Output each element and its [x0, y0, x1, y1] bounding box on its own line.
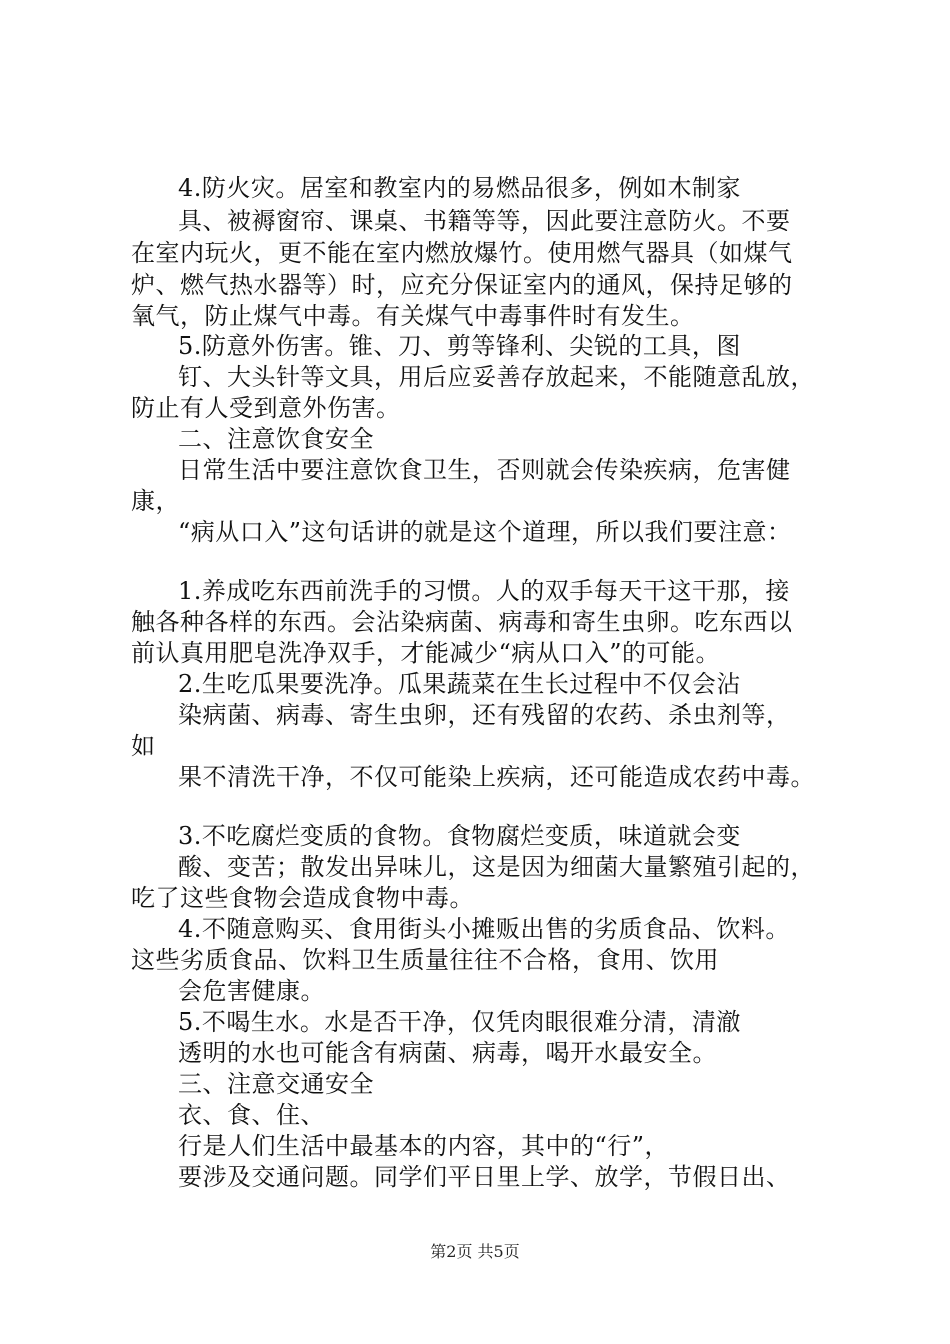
- text-line: 5.防意外伤害。锥、刀、剪等锋利、尖锐的工具，图: [178, 332, 741, 360]
- text-line: 具、被褥窗帘、课桌、书籍等等，因此要注意防火。不要: [178, 207, 791, 235]
- text-line: 这些劣质食品、饮料卫生质量往往不合格，食用、饮用: [131, 946, 719, 974]
- text-line: 炉、燃气热水器等）时，应充分保证室内的通风，保持足够的: [131, 271, 793, 299]
- text-line: 防止有人受到意外伤害。: [131, 394, 401, 422]
- text-line: 染病菌、病毒、寄生虫卵，还有残留的农药、杀虫剂等，: [178, 701, 791, 729]
- text-line: 衣、食、住、: [178, 1101, 325, 1129]
- text-line: 透明的水也可能含有病菌、病毒，喝开水最安全。: [178, 1039, 717, 1067]
- text-line: 在室内玩火，更不能在室内燃放爆竹。使用燃气器具（如煤气: [131, 239, 793, 267]
- text-line: 行是人们生活中最基本的内容，其中的“行”，: [178, 1132, 670, 1160]
- text-line: 触各种各样的东西。会沾染病菌、病毒和寄生虫卵。吃东西以: [131, 608, 793, 636]
- text-line: 1.养成吃东西前洗手的习惯。人的双手每天干这干那，接: [178, 577, 790, 605]
- text-line: 果不清洗干净，不仅可能染上疾病，还可能造成农药中毒。: [178, 763, 815, 791]
- text-line: 4.不随意购买、食用街头小摊贩出售的劣质食品、饮料。: [178, 915, 790, 943]
- text-line: 如: [131, 732, 156, 760]
- text-line: “病从口入”这句话讲的就是这个道理，所以我们要注意：: [178, 518, 792, 546]
- text-line: 氧气，防止煤气中毒。有关煤气中毒事件时有发生。: [131, 302, 695, 330]
- text-line: 康，: [131, 487, 180, 515]
- section-heading: 二、注意饮食安全: [178, 425, 374, 453]
- text-line: 2.生吃瓜果要洗净。瓜果蔬菜在生长过程中不仅会沾: [178, 670, 741, 698]
- page-number-footer: 第2页 共5页: [430, 1242, 520, 1261]
- text-line: 吃了这些食物会造成食物中毒。: [131, 884, 474, 912]
- text-line: 会危害健康。: [178, 977, 325, 1005]
- section-heading: 三、注意交通安全: [178, 1070, 374, 1098]
- text-line: 日常生活中要注意饮食卫生，否则就会传染疾病，危害健: [178, 456, 791, 484]
- text-line: 5.不喝生水。水是否干净，仅凭肉眼很难分清，清澈: [178, 1008, 741, 1036]
- text-line: 钉、大头针等文具，用后应妥善存放起来，不能随意乱放，: [178, 363, 815, 391]
- text-line: 4.防火灾。居室和教室内的易燃品很多，例如木制家: [178, 174, 741, 202]
- text-line: 酸、变苦；散发出异味儿，这是因为细菌大量繁殖引起的，: [178, 853, 815, 881]
- text-line: 要涉及交通问题。同学们平日里上学、放学，节假日出、: [178, 1163, 791, 1191]
- text-line: 前认真用肥皂洗净双手，才能减少“病从口入”的可能。: [131, 639, 721, 667]
- text-line: 3.不吃腐烂变质的食物。食物腐烂变质，味道就会变: [178, 822, 741, 850]
